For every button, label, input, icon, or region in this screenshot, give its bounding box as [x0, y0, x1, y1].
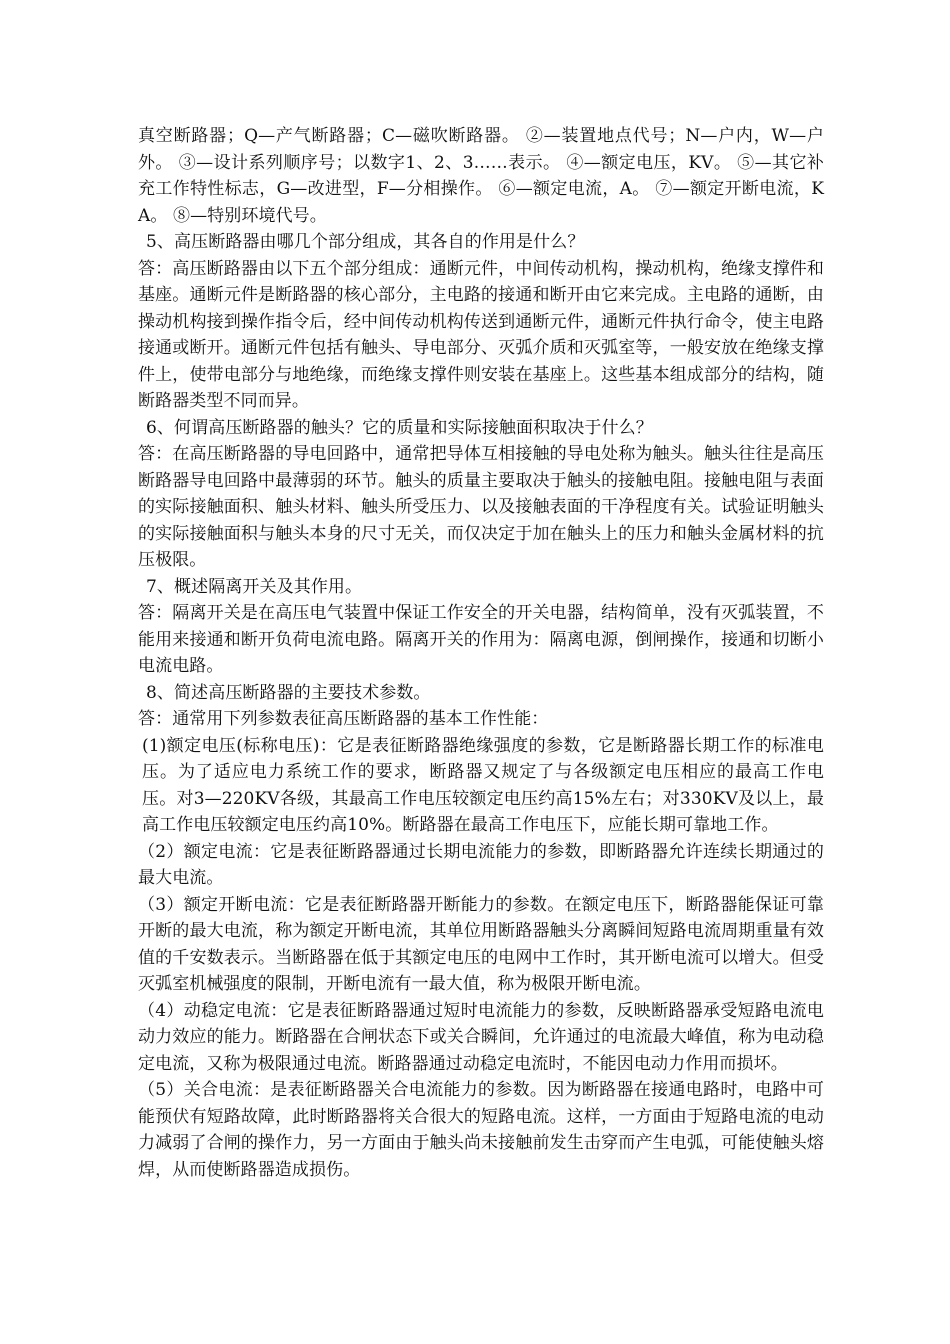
parameter-dynamic-stable-current: （4）动稳定电流：它是表征断路器通过短时电流能力的参数，反映断路器承受短路电流电动力效应的能力。断路器在合闸状态下或关合瞬间，允许通过的电流最大峰值，称为电动稳定电流，又称为极限通过电流。断路器通过动稳定电流时，不能因电动力作用而损坏。 — [138, 1000, 824, 1074]
question-8: 8、简述高压断路器的主要技术参数。 — [146, 682, 431, 703]
paragraph-model-code-legend: 真空断路器；Q—产气断路器；C—磁吹断路器。 ②—装置地点代号；N—户内，W—户外。 ③—设计系列顺序号；以数字1、2、3……表示。 ④—额定电压，KV。 ⑤—其它补充工作特性标志，G—改进型，F—分相操作。 ⑥—额定电流，A。 ⑦—额定开断电流，KA。 ⑧—特别环境代号。 — [138, 126, 824, 226]
question-6: 6、何谓高压断路器的触头？它的质量和实际接触面积取决于什么？ — [146, 417, 653, 438]
parameter-making-current: （5）关合电流：是表征断路器关合电流能力的参数。因为断路器在接通电路时，电路中可能预伏有短路故障，此时断路器将关合很大的短路电流。这样，一方面由于短路电流的电动力减弱了合闸的操作力，另一方面由于触头尚未接触前发生击穿而产生电弧，可能使触头熔焊，从而使断路器造成损伤。 — [138, 1080, 824, 1180]
answer-7: 答：隔离开关是在高压电气装置中保证工作安全的开关电器，结构简单，没有灭弧装置，不能用来接通和断开负荷电流电路。隔离开关的作用为：隔离电源，倒闸操作，接通和切断小电流电路。 — [138, 603, 824, 676]
answer-5: 答：高压断路器由以下五个部分组成：通断元件，中间传动机构，操动机构，绝缘支撑件和基座。通断元件是断路器的核心部分，主电路的接通和断开由它来完成。主电路的通断，由操动机构接到操作指令后，经中间传动机构传送到通断元件，通断元件执行命令，使主电路接通或断开。通断元件包括有触头、导电部分、灭弧介质和灭弧室等，一般安放在绝缘支撑件上，使带电部分与地绝缘，而绝缘支撑件则安装在基座上。这些基本组成部分的结构，随断路器类型不同而异。 — [138, 258, 824, 411]
answer-6: 答：在高压断路器的导电回路中，通常把导体互相接触的导电处称为触头。触头往往是高压断路器导电回路中最薄弱的环节。触头的质量主要取决于触头的接触电阻。接触电阻与表面的实际接触面积、触头材料、触头所受压力、以及接触表面的干净程度有关。试验证明触头的实际接触面积与触头本身的尺寸无关，而仅决定于加在触头上的压力和触头金属材料的抗压极限。 — [138, 444, 824, 570]
parameter-rated-voltage: (1)额定电压(标称电压)：它是表征断路器绝缘强度的参数，它是断路器长期工作的标准电压。为了适应电力系统工作的要求，断路器又规定了与各级额定电压相应的最高工作电压。对3—220KV各级，其最高工作电压较额定电压约高15%左右；对330KV及以上，最高工作电压较额定电压约高10%。断路器在最高工作电压下，应能长期可靠地工作。 — [142, 735, 824, 835]
answer-8-intro: 答：通常用下列参数表征高压断路器的基本工作性能： — [138, 709, 549, 729]
question-7: 7、概述隔离开关及其作用。 — [146, 576, 363, 597]
document-page — [138, 123, 824, 1183]
parameter-rated-current: （2）额定电流：它是表征断路器通过长期电流能力的参数，即断路器允许连续长期通过的最大电流。 — [138, 841, 824, 888]
question-5: 5、高压断路器由哪几个部分组成，其各自的作用是什么？ — [146, 232, 585, 252]
parameter-rated-breaking-current: （3）额定开断电流：它是表征断路器开断能力的参数。在额定电压下，断路器能保证可靠开断的最大电流，称为额定开断电流，其单位用断路器触头分离瞬间短路电流周期重量有效值的千安数表示。当断路器在低于其额定电压的电网中工作时，其开断电流可以增大。但受灭弧室机械强度的限制，开断电流有一最大值，称为极限开断电流。 — [138, 894, 824, 994]
